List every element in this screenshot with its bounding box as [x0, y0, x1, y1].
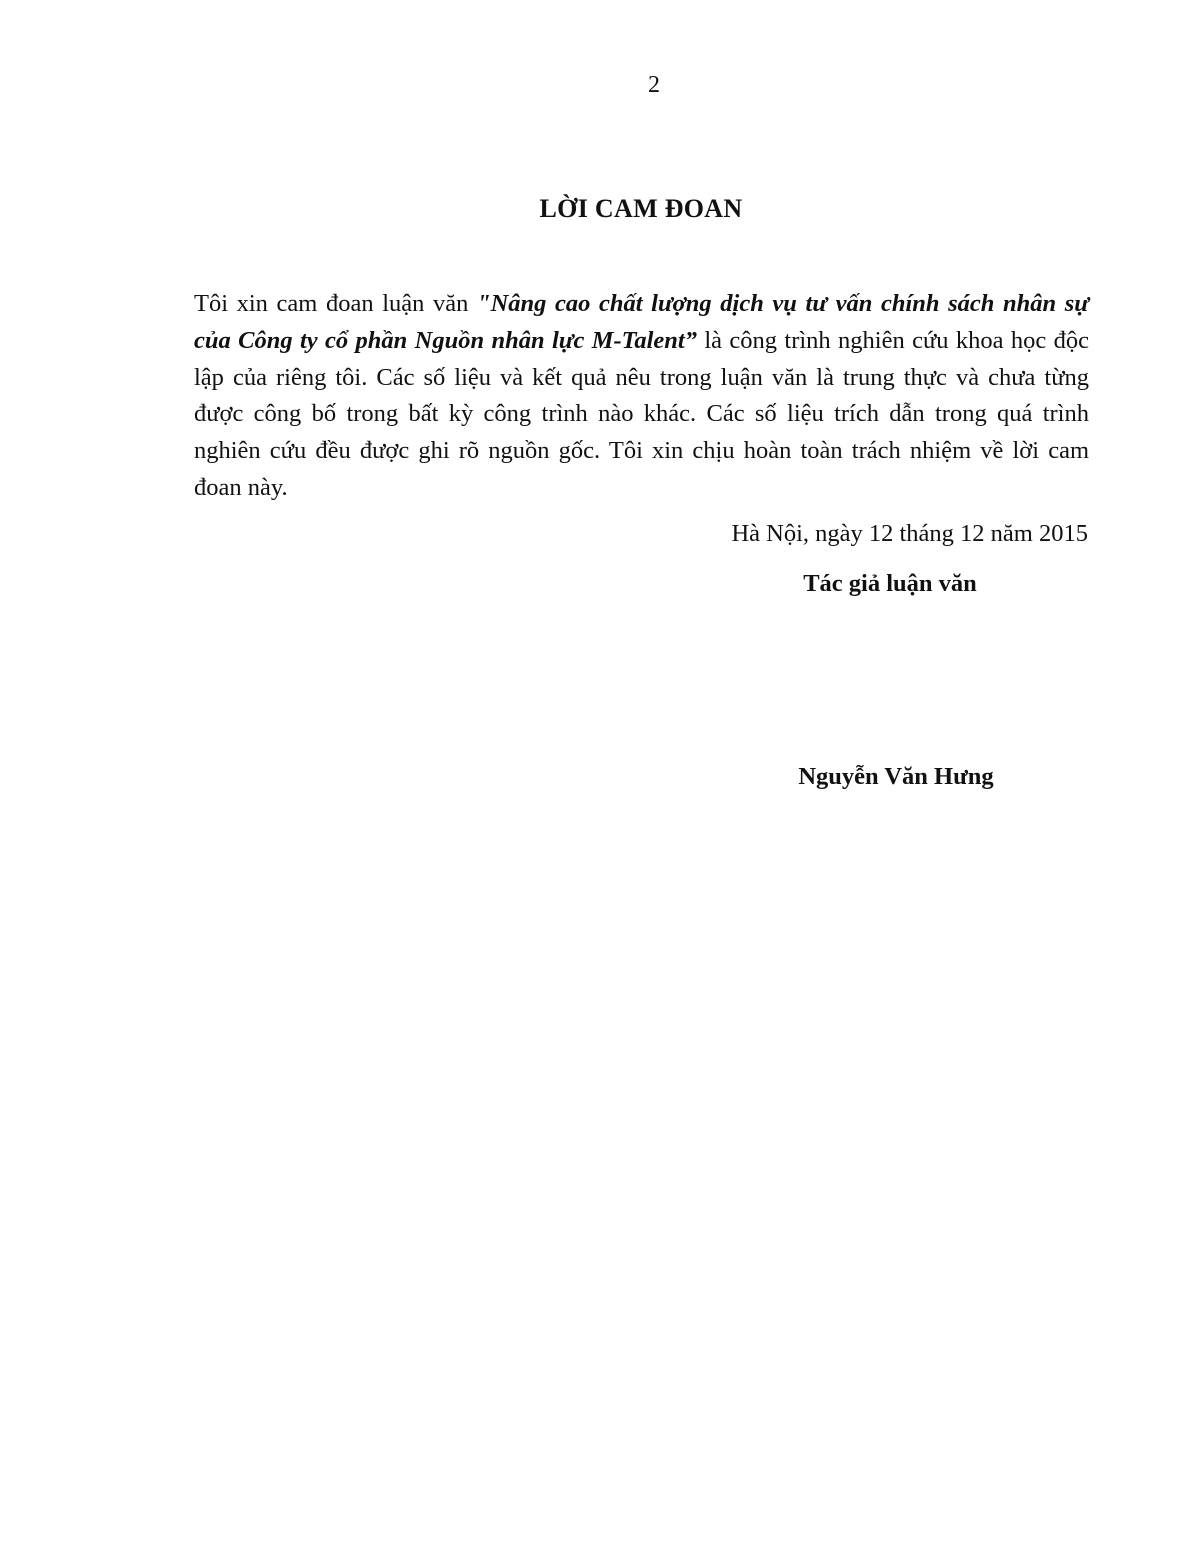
place-date-line: Hà Nội, ngày 12 tháng 12 năm 2015: [731, 520, 1088, 547]
page-title: LỜI CAM ĐOAN: [539, 194, 743, 223]
declaration-intro: Tôi xin cam đoan luận văn: [194, 290, 477, 317]
declaration-paragraph: [194, 286, 1089, 507]
page-number: 2: [648, 72, 660, 98]
declaration-body: là công trình nghiên cứu khoa học độc lập của riêng tôi. Các số liệu và kết quả nêu trong luận văn là trung thực và chưa từng được công bố trong bất kỳ công trình nào khác. Các số liệu trích dẫn trong quá trình nghiên cứu đều được ghi rõ nguồn gốc. Tôi xin chịu hoàn toàn trách nhiệm về lời cam đoan này.: [194, 326, 1089, 501]
author-name: Nguyễn Văn Hưng: [798, 763, 994, 790]
author-label: Tác giả luận văn: [803, 570, 977, 597]
thesis-title: "Nâng cao chất lượng dịch vụ tư vấn chính sách nhân sự của Công ty cổ phần Nguồn nhân lực M-Talent”: [194, 290, 1089, 354]
